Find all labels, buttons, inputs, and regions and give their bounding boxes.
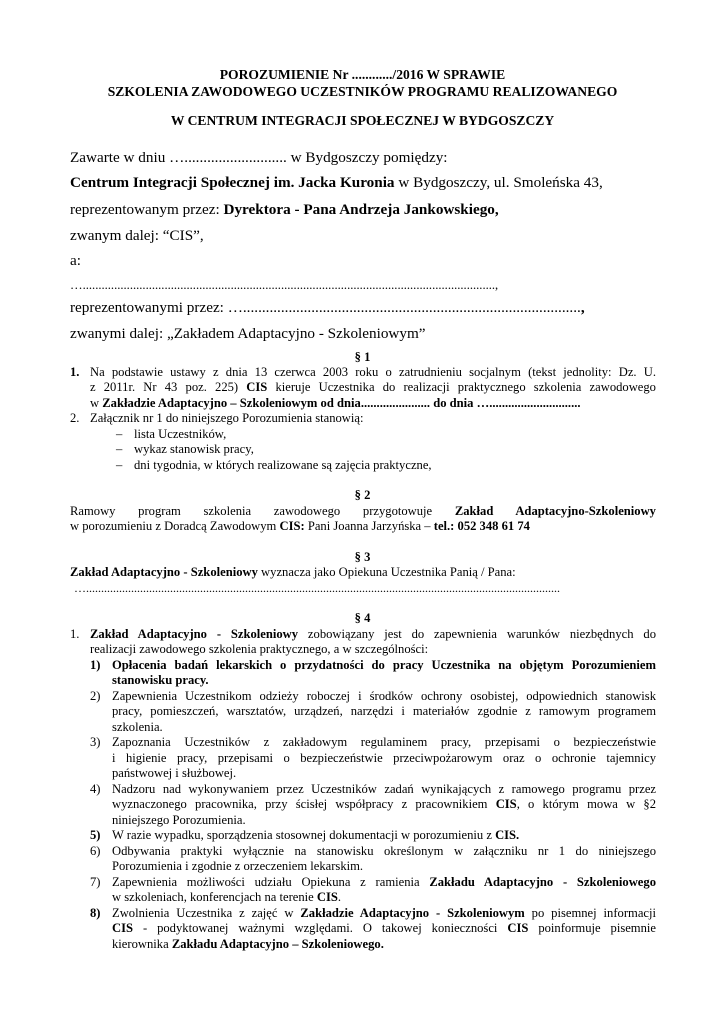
s4-i5-b: CIS. [495,828,520,842]
s2-l2c: Pani Joanna Jarzyńska – [304,519,434,533]
s4-item-3-line-2: i higienie pracy, przepisami o bezpieczeństwie przeciwpożarowym oraz o ochronie tajemnicy [112,751,656,765]
s4-i4-l2c: , o którym mowa w §2 [516,797,656,811]
s4-item-3-number: 3) [90,735,101,749]
section-2-heading: § 2 [354,488,371,502]
s4-item-4-line-2 [112,797,656,812]
s4-item-8-line-1 [112,906,656,921]
bullet-item: wykaz stanowisk pracy, [134,442,254,456]
s1-item-1-line-3 [90,396,581,411]
s4-i7-l2b: CIS [316,890,338,904]
s2-l2d: tel.: 052 348 61 74 [433,519,530,533]
s4-item-4-line-3: niniejszego Porozumienia. [112,813,246,827]
s4-item-6-line-2: Porozumienia i zgodnie z orzeczeniem lekarskim. [112,859,364,873]
intro-dots-line: …..................................................................................................................................., [70,278,499,292]
s3-line-1 [70,565,516,580]
s4-item-7-number: 7) [90,875,101,889]
s4-i8-l2d: poinformuje pisemnie [528,921,656,935]
s2-line-2 [70,519,530,534]
s1-item-1-line-1: Na podstawie ustawy z dnia 13 czerwca 2003 roku o zatrudnieniu socjalnym (tekst jednolity: Dz. U. [90,365,656,379]
s1-l2c: kieruje Uczestnika do realizacji praktycznego szkolenia zawodowego [267,380,656,394]
s3-l1b: wyznacza jako Opiekuna Uczestnika Panią / Pana: [257,565,516,579]
s4-item-3-line-3: państwowej i służbowej. [112,766,237,780]
s4-i8-l2b: - podyktowanej ważnymi względami. O takowej konieczności [133,921,508,935]
s4-item-2-line-2: pracy, pomieszczeń, warsztatów, urządzeń, narzędzi i materiałów zgodnie z ramowym programem [112,704,656,718]
s4-i8-l3a: kierownika [112,937,172,951]
s2-l2a: w porozumieniu z Doradcą Zawodowym [70,519,280,533]
s1-item-1-number: 1. [70,365,80,379]
s4-i7-l2a: w szkoleniach, konferencjach na terenie [112,890,317,904]
s1-l2a: z 2011r. Nr 43 poz. 225) [90,380,247,394]
bullet-dash: – [116,442,123,456]
s4-item-2-line-1: Zapewnienia Uczestnikom odzieży roboczej i środków ochrony osobistej, odpowiednich stanowisk [112,689,656,703]
reps-comma: , [580,299,585,316]
s3-l1a: Zakład Adaptacyjno - Szkoleniowy [70,565,258,579]
s4-item-2-line-3: szkolenia. [112,720,163,734]
section-3-heading: § 3 [354,550,371,564]
s4-intro-line-1 [90,627,656,642]
rep-name: Dyrektora - Pana Andrzeja Jankowskiego, [223,201,499,218]
s4-item-5-number: 5) [90,828,101,842]
s4-item-1-line-2: stanowisku pracy. [112,673,209,687]
s4-item-6-number: 6) [90,844,101,858]
intro-reps-line [70,299,585,317]
s1-l3a: w [90,396,103,410]
s1-item-1-line-2 [90,380,656,395]
s4-intro-b: zobowiązany jest do zapewnienia warunków niezbędnych do [298,627,656,641]
s4-intro-number: 1. [70,627,80,641]
s4-i4-l2a: wyznaczonego pracownika, przy ścisłej współpracy z pracownikiem [112,797,496,811]
s4-item-7-line-1 [112,875,656,890]
s1-l3b: Zakładzie Adaptacyjno – Szkoleniowym od dnia...................... do dnia …............................. [102,396,581,410]
rep-label: reprezentowanym przez: [70,201,224,218]
document-title-line-2: SZKOLENIA ZAWODOWEGO UCZESTNIKÓW PROGRAMU REALIZOWANEGO [107,84,618,99]
s4-intro-line-2: realizacji zawodowego szkolenia praktycznego, a w szczególności: [90,642,429,656]
s1-item-2-text: Załącznik nr 1 do niniejszego Porozumienia stanowią: [90,411,364,425]
s2-l2b: CIS: [279,519,305,533]
s4-item-1-number: 1) [90,658,101,672]
bullet-dash: – [116,427,123,441]
s4-i8-l1a: Zwolnienia Uczestnika z zajęć w [112,906,301,920]
s1-l2b: CIS [246,380,268,394]
s4-i8-l1c: po pisemnej informacji [524,906,657,920]
s4-item-4-line-1: Nadzoru nad wykonywaniem przez Uczestników zadań wynikających z ramowego programu przez [112,782,656,796]
intro-representative-line [70,201,499,219]
bullet-dash: – [116,458,123,472]
cis-address: w Bydgoszczy, ul. Smoleńska 43, [394,174,603,191]
s4-item-6-line-1: Odbywania praktyki wyłącznie na stanowisku określonym w załączniku nr 1 do niniejszego [112,844,656,858]
bullet-item: dni tygodnia, w których realizowane są zajęcia praktyczne, [134,458,432,472]
s2-l1a: Ramowy program szkolenia zawodowego przygotowuje [70,504,455,518]
s4-item-8-number: 8) [90,906,101,920]
s3-dots: ….............................................................................................................................................................. [74,581,560,595]
s4-item-8-line-2 [112,921,656,936]
s4-item-5-line-1 [112,828,519,843]
intro-cis-line [70,174,603,192]
intro-zwanymi: zwanymi dalej: „Zakładem Adaptacyjno - Szkoleniowym” [70,325,426,342]
section-4-heading: § 4 [354,611,371,625]
section-1-heading: § 1 [354,350,371,364]
s2-l1b: Zakład Adaptacyjno-Szkoleniowy [454,504,656,518]
bullet-item: lista Uczestników, [134,427,227,441]
intro-zawarte: Zawarte w dniu …........................... w Bydgoszczy pomiędzy: [70,149,448,166]
s4-i8-l3b: Zakładu Adaptacyjno – Szkoleniowego. [171,937,384,951]
s4-item-7-line-2 [112,890,341,905]
s4-intro-a: Zakład Adaptacyjno - Szkoleniowy [90,627,299,641]
s4-i7-l1a: Zapewnienia możliwości udziału Opiekuna z ramienia [112,875,430,889]
s4-i8-l2c: CIS [507,921,529,935]
s2-line-1 [70,504,656,519]
intro-zwanym: zwanym dalej: “CIS”, [70,227,204,244]
s1-item-2-number: 2. [70,411,80,425]
s4-item-4-number: 4) [90,782,101,796]
intro-a: a: [70,252,81,269]
s4-item-2-number: 2) [90,689,101,703]
document-title-line-1: POROZUMIENIE Nr ............/2016 W SPRAWIE [219,67,506,82]
s4-item-3-line-1: Zapoznania Uczestników z zakładowym regulaminem pracy, przepisami o bezpieczeństwie [112,735,656,749]
reps-label: reprezentowanymi przez: …......................................................................................... [70,299,581,316]
s4-i8-l2a: CIS [112,921,133,935]
s4-i7-l1b: Zakładu Adaptacyjno - Szkoleniowego [429,875,656,889]
s4-item-1-line-1: Opłacenia badań lekarskich o przydatności do pracy Uczestnika na objętym Porozumieniem [112,658,656,672]
s4-i8-l1b: Zakładzie Adaptacyjno - Szkoleniowym [300,906,525,920]
s4-i5-a: W razie wypadku, sporządzenia stosownej dokumentacji w porozumieniu z [112,828,496,842]
cis-name: Centrum Integracji Społecznej im. Jacka Kuronia [70,174,395,191]
s4-i7-l2c: . [337,890,342,904]
s4-item-8-line-3 [112,937,384,952]
s4-i4-l2b: CIS [495,797,517,811]
document-title-line-3: W CENTRUM INTEGRACJI SPOŁECZNEJ W BYDGOSZCZY [170,113,555,128]
